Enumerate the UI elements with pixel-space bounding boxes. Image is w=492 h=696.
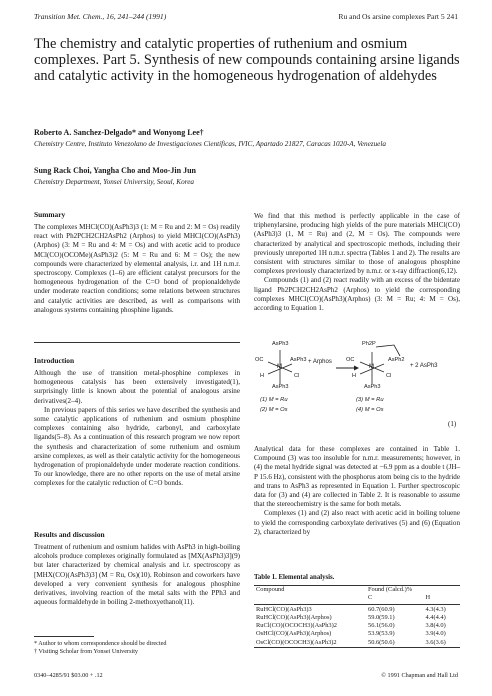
compound-label-2: (2) M = Os	[260, 407, 288, 413]
hydrogen-cell: 3.8(4.0)	[425, 622, 446, 630]
compound-cell: RuCl(CO)(OCOCH3)(AsPh3)2	[256, 622, 337, 630]
compound-label-3: (3) M = Ru	[356, 397, 384, 403]
compound-cell: RuHCl(CO)(AsPh3)3	[256, 605, 312, 613]
summary-heading: Summary	[34, 210, 66, 219]
table-mid-rule	[254, 604, 460, 605]
right-chloride-label: Cl	[386, 373, 392, 379]
left-metal-label: M	[277, 364, 282, 370]
carbon-cell: 50.6(50.6)	[368, 638, 395, 646]
left-carbonyl-label: OC	[255, 357, 264, 363]
left-equatorial-arsine: AsPh3	[290, 357, 307, 363]
left-chloride-label: Cl	[294, 373, 300, 379]
right-column-text-top	[254, 212, 460, 313]
right-carbonyl-label: OC	[346, 357, 355, 363]
table-body	[254, 586, 460, 647]
footnote-rule	[34, 636, 94, 637]
right-paragraph-4: Complexes (1) and (2) also react with acetic acid in boiling toluene to yield the corresponding carboxylate derivatives (5) and (6) (Equation 2), characterized by	[254, 509, 460, 536]
table-subheader-row	[254, 594, 460, 602]
article-title: The chemistry and catalytic properties of ruthenium and osmium complexes. Part 5. Synthesis of new compounds containing arsine ligands and catalytic activity in the homogeneous hydrogenation of aldehydes	[34, 36, 460, 84]
authors-primary: Roberto A. Sanchez-Delgado* and Wonyong Lee†	[34, 128, 204, 137]
equation-number: (1)	[448, 420, 457, 428]
blank-cell	[254, 594, 366, 602]
affiliation-secondary: Chemistry Department, Yonsei University, Seoul, Korea	[34, 178, 194, 186]
left-hydride-label: H	[260, 373, 265, 379]
intro-paragraph-1: Although the use of transition metal-phosphine complexes in homogeneous catalysis has been extensively investigated(1), surprisingly little is known about the potential of analogous arsine derivatives(2–4).	[34, 369, 240, 405]
carbon-cell: 60.7(60.9)	[368, 605, 395, 613]
byproduct-label: + 2 AsPh3	[410, 363, 438, 369]
compound-cell: OsHCl(CO)(AsPh3)(Arphos)	[256, 630, 332, 638]
elemental-analysis-table	[254, 585, 460, 648]
right-hydride-label: H	[352, 373, 357, 379]
left-basal-ligand: AsPh3	[272, 384, 289, 390]
journal-citation: Transition Met. Chem., 16, 241–244 (1991)	[34, 12, 167, 21]
hydrogen-cell: 4.3(4.3)	[425, 605, 446, 613]
table-row	[254, 614, 460, 622]
header-right: Ru and Os arsine complexes Part 5 241	[338, 12, 458, 21]
table-bottom-rule	[254, 647, 460, 648]
right-paragraph-2: Compounds (1) and (2) react readily with an excess of the bidentate ligand Ph2PCH2CH2AsPh2 (Arphos) to yield the corresponding complexes MHCl(CO)(AsPh3)(Arphos) (3: M = Ru; 4: M = Os), according to Equation 1.	[254, 276, 460, 313]
header-carbon: C	[368, 594, 373, 602]
footnote-corresponding: * Author to whom correspondence should be directed	[34, 640, 167, 647]
right-basal-ligand: AsPh3	[364, 384, 381, 390]
right-phosphine-label: Ph2P	[362, 341, 376, 347]
results-paragraph-1: Treatment of ruthenium and osmium halides with AsPh3 in high-boiling alcohols produce complexes originally formulated as [MX(AsPh3)3](9) but later characterized by chemical analysis and i.r. spectroscopy as [MHX(CO)(AsPh3)3] (M = Ru, Os)(10). Robinson and coworkers have developed a very convenient synthesis for analogous phosphine derivatives, involving reaction of the metal salts with the PPh3 and aqueous formaldehyde in boiling 2-methoxyethanol(11).	[34, 543, 240, 607]
carbon-cell: 59.0(59.1)	[368, 613, 395, 621]
header-compound: Compound	[256, 586, 285, 593]
affiliation-primary: Chemistry Centre, Instituto Venezolano de Investigaciones Científicas, IVIC, Apartado 21827, Caracas 1020-A, Venezuela	[34, 140, 386, 148]
introduction-text	[34, 369, 240, 489]
table-row	[254, 606, 460, 614]
results-heading: Results and discussion	[34, 530, 105, 539]
header-hydrogen: H	[425, 594, 431, 602]
footnotes	[34, 640, 240, 656]
issn-line: 0340–4285/91 $03.00 + .12	[34, 672, 103, 679]
summary-text	[34, 223, 240, 315]
introduction-heading: Introduction	[34, 356, 75, 365]
equation-1-drawing	[254, 340, 464, 440]
summary-paragraph: The complexes MHCl(CO)(AsPh3)3 (1: M = Ru and 2: M = Os) readily react with Ph2PCH2CH2AsPh2 (Arphos) to yield MHCl(CO)(AsPh3)(Arphos) (3: M = Ru and 4: M = Os) and with acetic acid to produce MCl(CO)(OCOMe)(AsPh3)2 (5: M = Ru and 6: M = Os); the new compounds were characterized by elemental analysis, i.r. and 1H n.m.r. spectroscopy. Complexes (1–6) are efficient catalyst precursors for the homogeneous hydrogenation of the C=O bond of propionaldehyde under moderate reaction conditions; some relations between structures and catalytic activities are described, as well as comparisons with analogous systems containing phosphine ligands.	[34, 223, 240, 314]
hydrogen-cell: 3.9(4.0)	[425, 630, 446, 638]
table-header-row	[254, 586, 460, 594]
compound-label-4: (4) M = Os	[356, 407, 384, 413]
compound-cell: OsCl(CO)(OCOCH3)(AsPh3)2	[256, 638, 337, 646]
table-row	[254, 639, 460, 647]
hydrogen-cell: 4.4(4.4)	[425, 613, 446, 621]
table-row	[254, 622, 460, 630]
right-column-text-bottom	[254, 445, 460, 537]
right-arsine-label: AsPh2	[388, 357, 405, 363]
footnote-visiting: † Visiting Scholar from Yonsei University	[34, 648, 139, 655]
carbon-cell: 53.9(53.9)	[368, 630, 395, 638]
right-paragraph-1: We find that this method is perfectly applicable in the case of triphenylarsine, producing high yields of the pure materials MHCl(CO)(AsPh3)3 (1, M = Ru) and (2, M = Os). The compounds were characterized by analytical and spectroscopic methods, including their previously unreported 1H n.m.r. spectra (Tables 1 and 2). The results are consistent with structures similar to those of analogous phosphine complexes previously characterized by n.m.r. or x-ray diffraction(6,12).	[254, 212, 460, 276]
header-found-calcd: Found (Calcd.)%	[368, 586, 413, 593]
compound-label-1: (1) M = Ru	[260, 397, 288, 403]
left-apical-ligand: AsPh3	[272, 341, 289, 347]
right-metal-label: M	[369, 364, 374, 370]
right-paragraph-3: Analytical data for these complexes are contained in Table 1. Compound (3) was too insoluble for n.m.r. measurements; however, in (4) the metal hydride signal was detected at −6.9 ppm as a double t (JH–P 15.6 Hz), consistent with the phosphorus atom being cis to the hydride and trans to AsPh3 as represented in Equation 1. Further spectroscopic data for (3) and (4) are collected in Table 2. It is reasonable to assume that the stereochemistry is the same for both metals.	[254, 445, 460, 509]
results-text	[34, 543, 240, 607]
arphos-reagent: + Arphos	[308, 359, 332, 365]
authors-secondary: Sung Rack Choi, Yangha Cho and Moo-Jin Jun	[34, 166, 196, 175]
table-row	[254, 630, 460, 638]
compound-cell: RuHCl(CO)(AsPh3)(Arphos)	[256, 613, 332, 621]
carbon-cell: 56.1(56.0)	[368, 622, 395, 630]
hydrogen-cell: 3.6(3.6)	[425, 638, 446, 646]
copyright-line: © 1991 Chapman and Hall Ltd	[381, 672, 458, 679]
table-caption: Table 1. Elemental analysis.	[254, 574, 335, 581]
section-divider	[34, 342, 240, 343]
reaction-scheme	[254, 340, 464, 440]
intro-paragraph-2: In previous papers of this series we have described the synthesis and some catalytic applications of ruthenium and osmium phosphine complexes containing also hydride, carbonyl, and carboxylate ligands(5–8). As a continuation of this research program we now report the synthesis and characterization of some ruthenium and osmium arsine complexes, as well as their catalytic activity for the homogeneous hydrogenation of propionaldehyde under moderate reaction conditions. To our knowledge, there are no other reports on the use of metal arsine complexes for the catalytic reduction of C=O bonds.	[34, 405, 240, 488]
